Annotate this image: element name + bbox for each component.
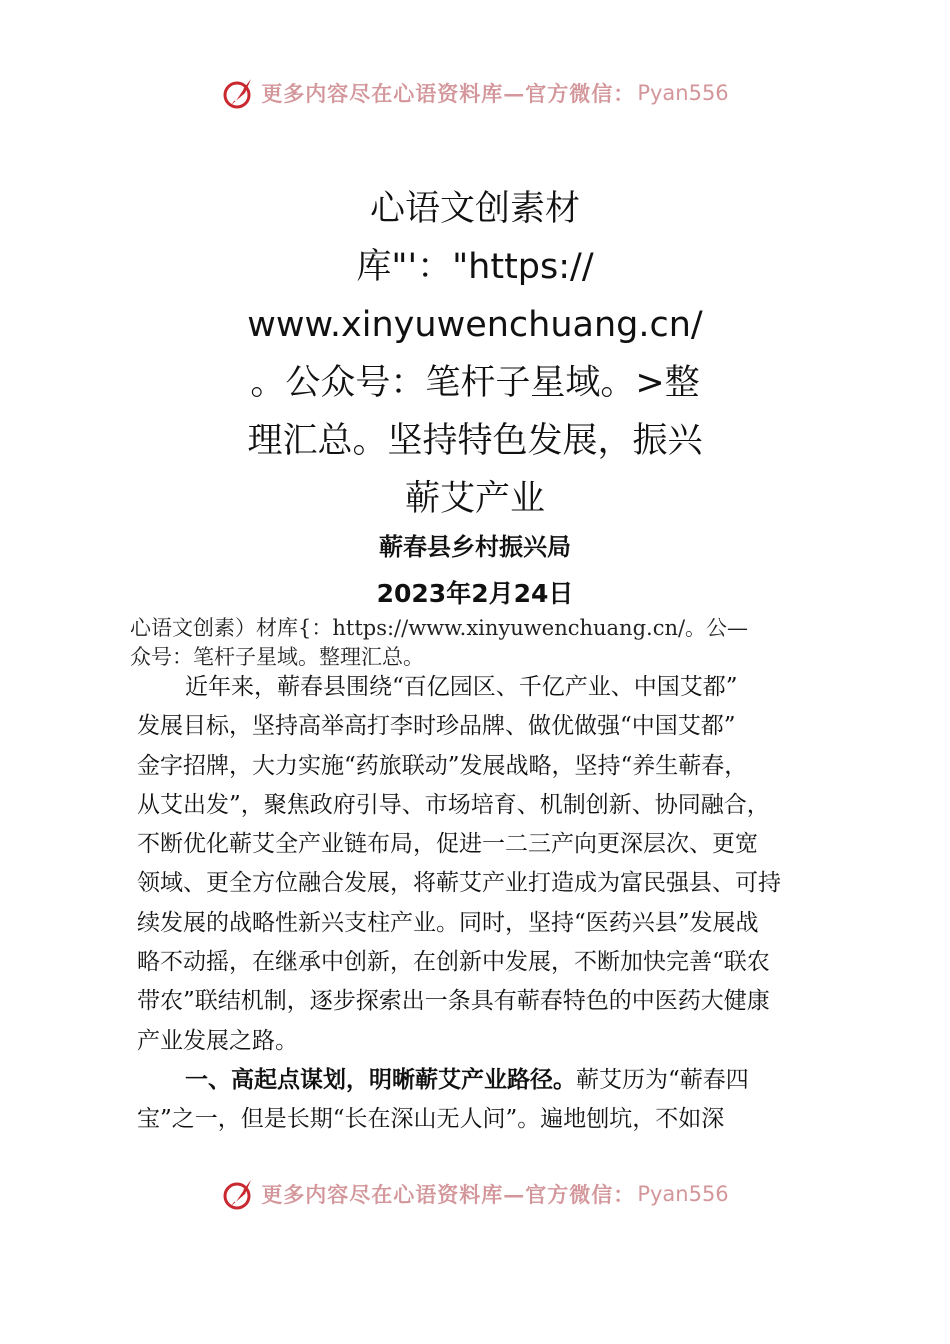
banner-wechat-id: Pyan556 <box>637 1182 729 1206</box>
paragraph-line: 领域、更全方位融合发展，将蕲艾产业打造成为富民强县、可持 <box>137 870 781 897</box>
banner-wechat-id: Pyan556 <box>637 81 729 105</box>
paragraph-line: 续发展的战略性新兴支柱产业。同时，坚持“医药兴县”发展战 <box>137 909 759 936</box>
paragraph-line: 发展目标，坚持高举高打李时珍品牌、做优做强“中国艾都” <box>137 713 736 740</box>
paragraph-line: 宝”之一，但是长期“长在深山无人问”。遍地刨坑，不如深 <box>137 1106 725 1133</box>
footer-banner <box>0 1172 950 1216</box>
quill-logo-icon <box>221 75 257 111</box>
paragraph-line: 从艾出发”，聚焦政府引导、市场培育、机制创新、协同融合， <box>137 791 770 818</box>
paragraph-line-rest: 蕲艾历为“蕲春四 <box>576 1066 749 1093</box>
section-heading-line <box>137 1061 837 1100</box>
title-line: www.xinyuwenchuang.cn/ <box>247 305 703 345</box>
author: 蕲春县乡村振兴局 <box>379 533 571 561</box>
note-line: 心语文创素）材库{：https://www.xinyuwenchuang.cn/。公— <box>130 616 749 640</box>
source-note <box>130 614 840 672</box>
title-line: 库"'："https:// <box>356 247 594 287</box>
body-text <box>137 668 837 1140</box>
paragraph-line: 带农”联结机制，逐步探索出一条具有蕲春特色的中医药大健康 <box>137 988 770 1015</box>
section-heading: 一、高起点谋划，明晰蕲艾产业路径。 <box>185 1066 576 1093</box>
note-line: 众号：笔杆子星域。整理汇总。 <box>130 645 424 669</box>
paragraph-line: 近年来，蕲春县围绕“百亿园区、千亿产业、中国艾都” <box>185 674 738 700</box>
title-line: 理汇总。坚持特色发展，振兴 <box>247 421 703 461</box>
header-banner <box>0 71 950 115</box>
paragraph-line: 产业发展之路。 <box>137 1027 298 1054</box>
date: 2023年2月24日 <box>376 579 574 608</box>
paragraph-line: 略不动摇，在继承中创新，在创新中发展，不断加快完善“联农 <box>137 949 770 976</box>
document-title <box>200 180 750 528</box>
banner-text: 更多内容尽在心语资料库—官方微信： <box>261 81 636 106</box>
title-line: 。公众号：笔杆子星域。>整 <box>250 363 700 403</box>
paragraph-line: 不断优化蕲艾全产业链布局，促进一二三产向更深层次、更宽 <box>137 831 758 858</box>
banner-text: 更多内容尽在心语资料库—官方微信： <box>261 1182 636 1207</box>
paragraph-line: 金字招牌，大力实施“药旅联动”发展战略，坚持“养生蕲春， <box>137 752 748 779</box>
title-line: 蕲艾产业 <box>404 479 545 519</box>
quill-logo-icon <box>221 1176 257 1212</box>
title-line: 心语文创素材 <box>369 189 580 229</box>
